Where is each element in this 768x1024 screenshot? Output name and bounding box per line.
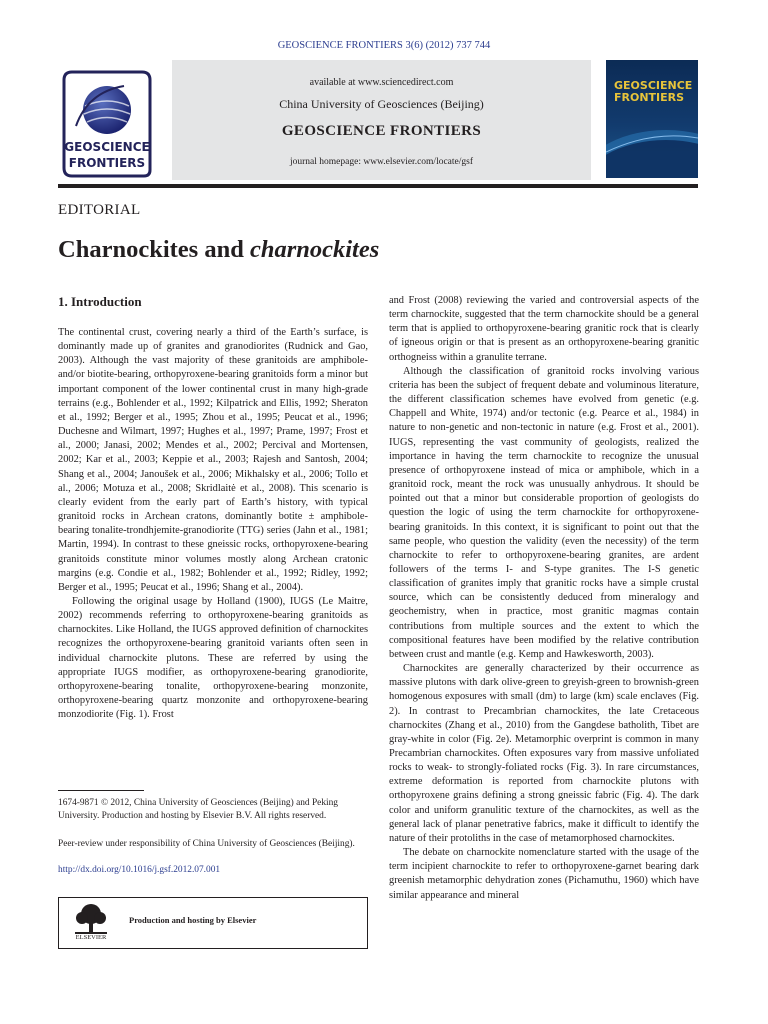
masthead	[58, 60, 698, 184]
section-heading: 1. Introduction	[58, 294, 142, 309]
journal-citation[interactable]: GEOSCIENCE FRONTIERS 3(6) (2012) 737 744	[277, 40, 491, 51]
copyright-notice: 1674-9871 © 2012, China University of Geosciences (Beijing) and Peking University. Production and hosting by Elsevier B.V. All rights reserved.	[58, 798, 338, 821]
cover-earth-icon	[606, 60, 698, 178]
journal-logo	[58, 66, 156, 178]
title-plain: Charnockites and	[58, 236, 250, 263]
right-column	[389, 294, 699, 903]
right-paragraph-2: Although the classification of granitoid rocks involving various criteria has been the subject of frequent debate and voluminous literature, the different classification schemes have evolved from genetic (e.g. Chappell and White, 1974) and/or tectonic (e.g. Pearce et al., 1984) in nature to non-genetic and non-tectonic in nature (e.g. Frost et al., 2001). IUGS, representing the vast community of geologists, realized the importance in having the term charnockite to recognize the unusual presence of orthopyroxene instead of mica or amphibole, which in a granitoid rock, meant the rock was unusually anhydrous. It should be pointed out that a minor but considerable proportion of geologists do question the logic of using the term charnockite for orthopyroxene-bearing granitoids. In this context, it is significant to point out that the same people, who question the validity (even the necessity) of the term charnockite to refer to orthopyroxene-bearing granites, are ardent followers of the terms I- and S-type granites. The I-S genetic classification of granites imply that granitic rocks have a simple crustal source, which can be consistently deduced from mineralogy and geochemistry, when in practice, most granitic magmas contain contributions from multiple sources and the extent to which the compositional features have been modified by the relative contribution between crust and mantle (e.g. Kemp and Hawkesworth, 2003).	[389, 365, 699, 660]
footnote-rule	[58, 790, 144, 791]
left-paragraph-2: Following the original usage by Holland (1900), IUGS (Le Maitre, 2002) recommends referring to orthopyroxene-bearing granitoids as charnockites. Like Holland, the IUGS approved definition of charnockites recognizes the orthopyroxene-bearing granitoid variants often seen in individual charnockite plutons. These are referred by using the appropriate IUGS modifier, as orthopyroxene-bearing granodiorite, orthopyroxene-bearing tonalite, orthopyroxene-bearing monzonite, orthopyroxene-bearing quartz monzonite and orthopyroxene-bearing monzodiorite (Fig. 1). Frost	[58, 595, 368, 721]
logo-text-1: GEOSCIENCE	[64, 140, 150, 154]
right-paragraph-1: and Frost (2008) reviewing the varied and controversial aspects of the term charnockite, suggested that the term charnockite should be a general term that is applied to orthopyroxene-bearing granitic rock that is clearly of igneous origin or that is present as an orthopyroxene-bearing granitic orthogneiss within a granulite terrane.	[389, 295, 699, 363]
article-title	[58, 236, 379, 264]
elsevier-tree-icon	[71, 902, 111, 936]
header-rule	[58, 184, 698, 188]
left-paragraph-1: The continental crust, covering nearly a third of the Earth’s surface, is dominantly made up of granites and granodiorites (Rudnick and Gao, 2003). Although the vast majority of these granitoids are amphibole- and/or biotite-bearing, orthopyroxene-bearing granitoids form a minor but important component of the lower continental crust in many high-grade terrains (e.g., Bohlender et al., 1992; Kilpatrick and Ellis, 1992; Sheraton et al., 1992; Berger et al., 1995; Zhou et al., 1995; Peucat et al., 1996; Duchesne and Wilmart, 1997; Hughes et al., 1997; Prame, 1997; Frost et al., 2000; Janasi, 2002; Mendes et al., 2002; Percival and Mortensen, 2002; Kar et al., 2003; Keppie et al., 2003; Rajesh and Santosh, 2004; Shang et al., 2004; Janoušek et al., 2006; Mikhalsky et al., 2006; Tollo et al., 2006; Motuza et al., 2008; Skridlaitė et al., 2008). This scenario is clearly evident from the early part of Earth’s history, with typical granitoid rocks in Archean cratons, dominantly botite ± amphibole-bearing tonalite-trondhjemite-granodiorite (TTG) series (Jahn et al., 1981; Martin, 1994). In contrast to these gneissic rocks, orthopyroxene-bearing granitoids constitute minor volumes mostly along Archean cratonic margins (e.g. Condie et al., 1982; Bohlender et al., 1992; Ridley, 1992; Berger et al., 1995; Peucat et al., 1996; Shang et al., 2004).	[58, 327, 368, 593]
article-type: EDITORIAL	[58, 202, 141, 218]
publisher-line: China University of Geosciences (Beijing)	[279, 97, 484, 111]
right-paragraph-3: Charnockites are generally characterized by their occurrence as massive plutons with dark olive-green to greyish-green to brownish-green homogenous exposures with small (dm) to large (km) scale enclaves (Fig. 2). In contrast to Precambrian charnockites, the late Cretaceous charnockites (Zhang et al., 2010) from the Gangdese batholith, Tibet are gray-white in color (Fig. 2e). Metamorphic overprint is common in many Precambrian charnockites. Often exposures vary from massive unfoliated rocks to weak- to strongly-foliated rocks (Fig. 3). In rare circumstances, extreme deformation is reported from charnockite plutons with orthopyroxene grains defining a strong gneissic fabric (Fig. 4). The dark color and uniform granulitic texture of the charnockites, as well as the general lack of planar penetrative fabrics, make it difficult to identify the nature of their protoliths in the case of metamorphosed charnockites.	[389, 663, 699, 844]
journal-cover	[606, 60, 698, 178]
journal-info-box	[172, 60, 591, 180]
doi-link[interactable]: http://dx.doi.org/10.1016/j.gsf.2012.07.001	[58, 865, 221, 875]
logo-text-2: FRONTIERS	[68, 156, 146, 170]
journal-name: GEOSCIENCE FRONTIERS	[281, 123, 482, 139]
title-italic: charnockites	[249, 236, 380, 263]
left-column	[58, 326, 368, 722]
peer-review-note: Peer-review under responsibility of China University of Geosciences (Beijing).	[58, 839, 355, 849]
cover-title-1: GEOSCIENCE	[614, 79, 693, 92]
availability-line[interactable]: available at www.sciencedirect.com	[309, 77, 454, 88]
journal-homepage[interactable]: journal homepage: www.elsevier.com/locate/gsf	[290, 157, 473, 167]
right-paragraph-4: The debate on charnockite nomenclature started with the usage of the term incipient charnockite to refer to orthopyroxene-garnet bearing dark greenish metamorphic dehydration zones (Pichamuthu, 1960) which have similar appearance and mineral	[389, 847, 699, 901]
elsevier-hosting-box	[58, 897, 368, 949]
elsevier-wordmark: ELSEVIER	[75, 934, 107, 941]
hosting-text: Production and hosting by Elsevier	[129, 915, 257, 925]
cover-title-2: FRONTIERS	[614, 91, 685, 104]
